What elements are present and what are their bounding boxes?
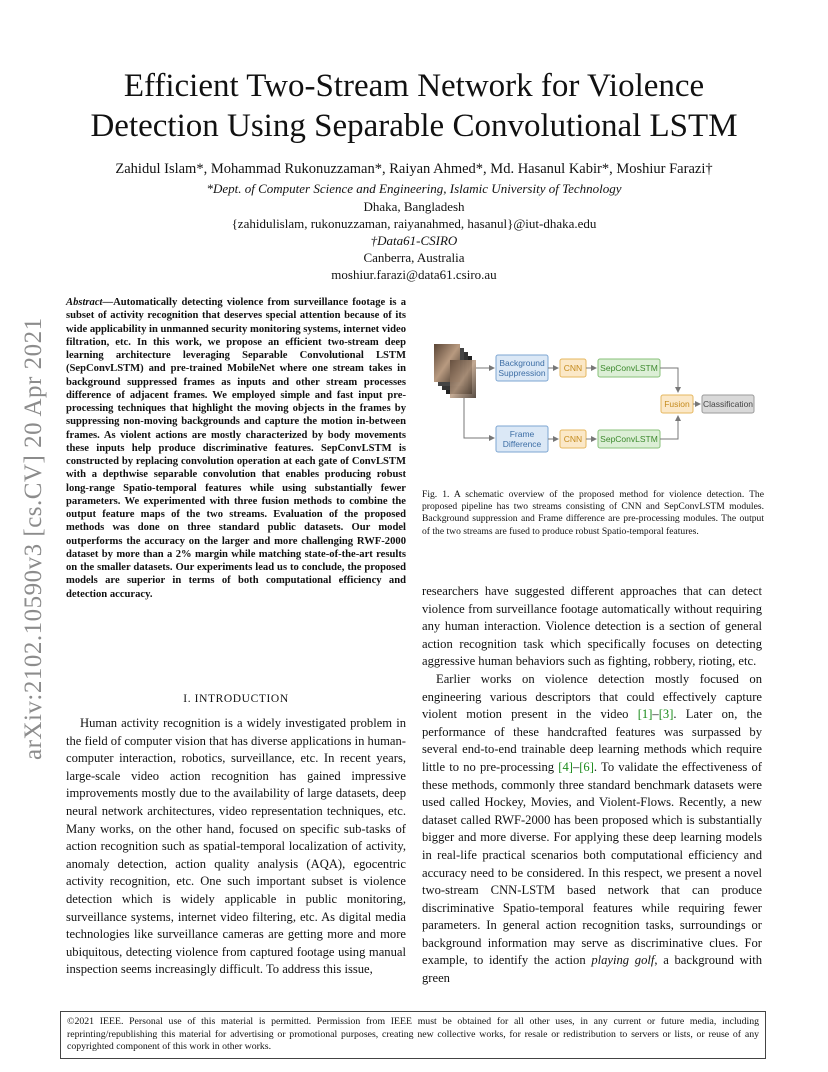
copyright-footer: ©2021 IEEE. Personal use of this material is permitted. Permission from IEEE must be obtained for all other uses, in any current or future media, including reprinting/republishing this material for advertising or promotional purposes, creating new collective works, for resale or redistribution to servers or lists, or reuse of any copyrighted component of this work in other works. bbox=[60, 1011, 766, 1059]
sepconvlstm-top-label: SepConvLSTM bbox=[600, 363, 658, 373]
frame-diff-label-2: Difference bbox=[502, 439, 542, 449]
title-line-1: Efficient Two-Stream Network for Violence bbox=[123, 68, 705, 104]
figure-1-caption: Fig. 1. A schematic overview of the proposed method for violence detection. The proposed pipeline has two streams consisting of CNN and SepConvLSTM modules. Background suppression and Frame difference are pre-processing modules. The output of the two streams are fused to produce robust Spatio-temporal features. bbox=[422, 489, 764, 537]
p3-part-b: . Later on, the performance of these handcrafted features was surpassed by several end-to-end trainable deep learning methods which require little to no pre-processing bbox=[422, 707, 762, 774]
cnn-top-label: CNN bbox=[563, 363, 583, 373]
classification-label: Classification bbox=[702, 399, 754, 409]
location-2: Canberra, Australia bbox=[363, 250, 465, 265]
location-1: Dhaka, Bangladesh bbox=[363, 199, 465, 214]
title-line-2: Detection Using Separable Convolutional LSTM bbox=[90, 108, 738, 144]
p3-dash-2: – bbox=[572, 759, 580, 774]
author-list: Zahidul Islam*, Mohammad Rukonuzzaman*, Raiyan Ahmed*, Md. Hasanul Kabir*, Moshiur Farazi† bbox=[115, 161, 713, 177]
fusion-label: Fusion bbox=[664, 399, 690, 409]
sepconvlstm-bottom-label: SepConvLSTM bbox=[600, 434, 658, 444]
emails-1: {zahidulislam, rukonuzzaman, raiyanahmed, hasanul}@iut-dhaka.edu bbox=[231, 216, 597, 231]
abstract-text: —Automatically detecting violence from surveillance footage is a subset of activity recognition that deserves special attention because of its wide applicability in unmanned security monitoring systems, internet video filtration, etc. In this work, we propose an efficient two-stream deep learning architecture leveraging Separable Convolutional LSTM (SepConvLSTM) and pre-trained MobileNet where one stream takes in background suppressed frames as inputs and other stream processes difference of adjacent frames. We employed simple and fast input pre-processing techniques that highlight the moving objects in the frames by suppressing non-moving backgrounds and capture the motion in-between frames. As violent actions are mostly characterized by body movements these inputs help produce discriminative features. SepConvLSTM is constructed by replacing convolution operation at each gate of ConvLSTM with a depthwise separable convolution that enables producing robust long-range Spatio-temporal features while using substantially fewer parameters. We experimented with three fusion methods to combine the output feature maps of the two streams. Evaluation of the proposed methods was done on three standard public datasets. Our model outperforms the accuracy on the larger and more challenging RWF-2000 dataset by more than a 2% margin while matching state-of-the-art results on the smaller datasets. Our experiments lead us to conclude, the proposed models are superior in terms of both computational efficiency and detection accuracy. bbox=[66, 297, 406, 600]
section-heading-introduction: I. INTRODUCTION bbox=[183, 693, 289, 705]
p3-part-d: , a background with green bbox=[422, 953, 762, 986]
figure-1 bbox=[430, 332, 782, 472]
p3-part-c: . To validate the effectiveness of these methods, commonly three standard benchmark datasets were used called Hockey, Movies, and Violent-Flows. Recently, a new dataset called RWF-2000 has been proposed which is substantially bigger and more diverse. For applying these deep learning models in real-life practical scenarios both computational efficiency and accuracy need to be considered. In this respect, we present a novel two-stream CNN-LSTM based network that can produce discriminative Spatio-temporal features while requiring fewer parameters. In general action recognition tasks, surroundings or background information may serve as discriminative clues. For example, to identify the action bbox=[422, 759, 762, 968]
affiliation-2: †Data61-CSIRO bbox=[370, 233, 458, 248]
intro-paragraph-3 bbox=[422, 671, 762, 988]
citation-4[interactable]: [4] bbox=[558, 759, 573, 774]
citation-6[interactable]: [6] bbox=[579, 759, 594, 774]
p3-dash-1: – bbox=[652, 707, 659, 722]
bg-suppression-label-1: Background bbox=[499, 358, 545, 368]
citation-3[interactable]: [3] bbox=[658, 707, 674, 722]
intro-paragraph-2: researchers have suggested different approaches that can detect violence from surveillance footage automatically without requiring any human interaction. Violence detection is a section of general action recognition task which specifically focuses on detecting aggressive human behaviors such as fighting, robbery, rioting, etc. bbox=[422, 584, 762, 669]
frame-diff-label-1: Frame bbox=[509, 429, 535, 439]
bg-suppression-label-2: Suppression bbox=[498, 368, 546, 378]
affiliation-1: *Dept. of Computer Science and Engineering, Islamic University of Technology bbox=[206, 181, 622, 196]
email-2: moshiur.farazi@data61.csiro.au bbox=[331, 267, 497, 282]
citation-1[interactable]: [1] bbox=[637, 707, 653, 722]
arxiv-identifier: arXiv:2102.10590v3 [cs.CV] 20 Apr 2021 bbox=[20, 317, 47, 760]
figure-1-diagram bbox=[430, 332, 782, 472]
abstract-lead: Abstract bbox=[66, 297, 103, 308]
intro-right-column bbox=[422, 583, 762, 988]
cnn-bottom-label: CNN bbox=[563, 434, 583, 444]
intro-paragraph-1: Human activity recognition is a widely investigated problem in the field of computer vision that has diverse applications in human-computer interaction, robotics, surveillance, etc. In recent years, large-scale video action recognition has gained impressive improvements mostly due to the availability of large datasets, deep neural network architectures, video representation techniques, etc. Many works, on the other hand, focused on specific sub-tasks of action recognition such as spatial-temporal localization of activity, anomaly detection, action quality analysis (AQA), egocentric activity recognition, etc. One such important subset is violence detection which is widely applicable in public monitoring, surveillance systems, internet video filtering, etc. As digital media technologies like surveillance cameras are getting more and more ubiquitous, detecting violence from captured footage using manual inspection seems increasingly difficult. To address this issue, bbox=[66, 716, 406, 977]
intro-left-column bbox=[66, 715, 406, 979]
paper-title bbox=[60, 66, 768, 146]
p3-part-a: Earlier works on violence detection mostly focused on engineering various descriptors that could effectively capture violent motion present in the video bbox=[422, 671, 762, 722]
p3-italic: playing golf bbox=[591, 953, 655, 968]
abstract bbox=[66, 296, 406, 601]
input-frames-image bbox=[434, 344, 476, 398]
